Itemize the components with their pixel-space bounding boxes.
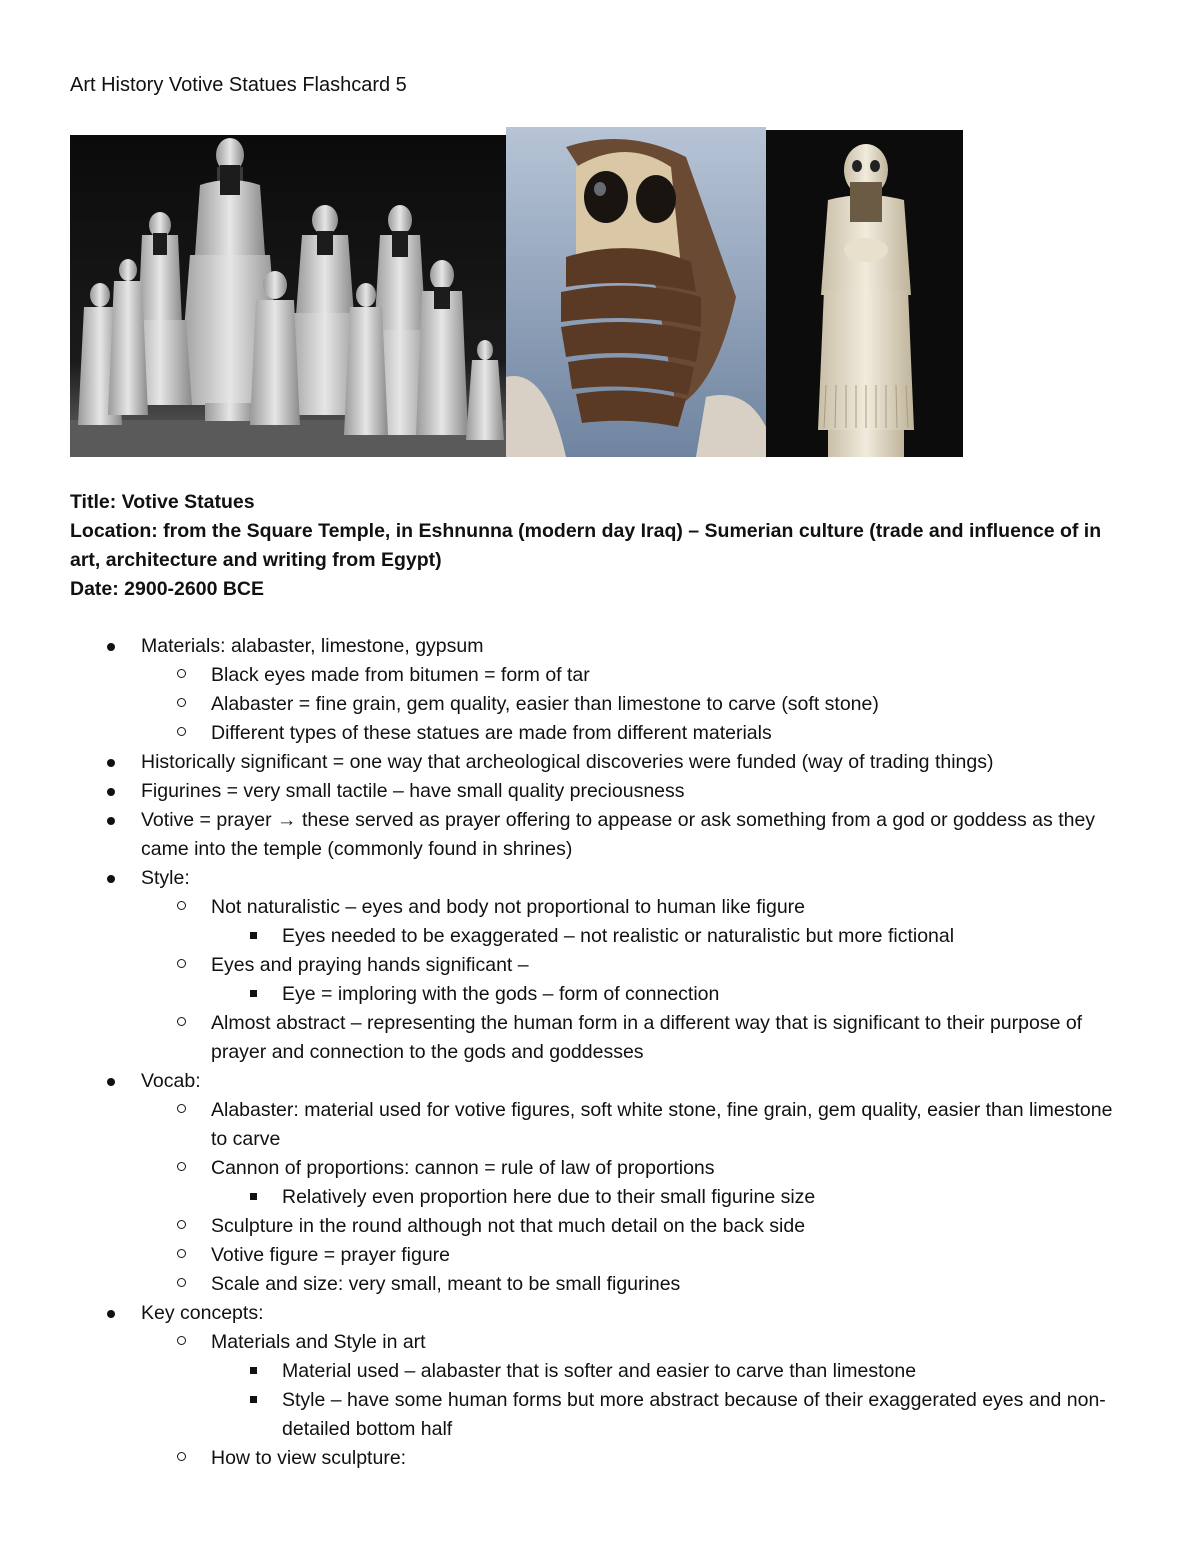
artwork-location: Location: from the Square Temple, in Eshnunna (modern day Iraq) – Sumerian culture (trade and influence of in art, architecture and writing from Egypt): [70, 520, 1102, 571]
square-bullet-icon: [250, 932, 257, 939]
hollow-circle-bullet-icon: [177, 1220, 186, 1229]
outline-item-text: Eyes needed to be exaggerated – not realistic or naturalistic but more fictional: [282, 925, 955, 947]
hollow-circle-bullet-icon: [177, 698, 186, 707]
filled-circle-bullet-icon: [107, 788, 115, 796]
page-title: Art History Votive Statues Flashcard 5: [70, 74, 407, 96]
hollow-circle-bullet-icon: [177, 1104, 186, 1113]
outline-item-text: Materials: alabaster, limestone, gypsum: [141, 635, 484, 657]
outline-item-level-2: [0, 1328, 1200, 1357]
outline-item-level-1: [0, 864, 1200, 893]
outline-item-text: Eye = imploring with the gods – form of connection: [282, 983, 720, 1005]
outline-item-text: Votive figure = prayer figure: [211, 1244, 451, 1266]
outline-item-text: Alabaster = fine grain, gem quality, easier than limestone to carve (soft stone): [211, 693, 879, 715]
square-bullet-icon: [250, 1367, 257, 1374]
outline-item-level-2: [0, 893, 1200, 922]
hollow-circle-bullet-icon: [177, 1452, 186, 1461]
hollow-circle-bullet-icon: [177, 1249, 186, 1258]
outline-item-text: Votive = prayer → these served as prayer offering to appease or ask something from a god or goddess as they came into the temple (commonly found in shrines): [141, 809, 1096, 860]
outline-item-level-2: [0, 1270, 1200, 1299]
outline-item-level-1: [0, 806, 1200, 864]
outline-item-text: Material used – alabaster that is softer and easier to carve than limestone: [282, 1360, 917, 1382]
statue-group-photo: [70, 135, 506, 457]
artwork-date: Date: 2900-2600 BCE: [70, 578, 265, 600]
outline-item-level-3: [0, 1357, 1200, 1386]
outline-item-level-2: [0, 719, 1200, 748]
hollow-circle-bullet-icon: [177, 1162, 186, 1171]
outline-item-text: Materials and Style in art: [211, 1331, 426, 1353]
outline-item-level-2: [0, 1096, 1200, 1154]
outline-item-level-2: [0, 951, 1200, 980]
statue-single-photo: [766, 130, 963, 457]
outline-item-level-3: [0, 1386, 1200, 1444]
outline-item-text: Almost abstract – representing the human form in a different way that is significant to their purpose of prayer and connection to the gods and goddesses: [211, 1012, 1083, 1063]
outline-item-text: Black eyes made from bitumen = form of tar: [211, 664, 590, 686]
square-bullet-icon: [250, 1396, 257, 1403]
hollow-circle-bullet-icon: [177, 669, 186, 678]
outline-item-text: Vocab:: [141, 1070, 201, 1092]
outline-item-level-3: [0, 980, 1200, 1009]
outline-item-text: Relatively even proportion here due to their small figurine size: [282, 1186, 816, 1208]
outline-item-text: Cannon of proportions: cannon = rule of law of proportions: [211, 1157, 715, 1179]
filled-circle-bullet-icon: [107, 875, 115, 883]
square-bullet-icon: [250, 1193, 257, 1200]
filled-circle-bullet-icon: [107, 643, 115, 651]
hollow-circle-bullet-icon: [177, 959, 186, 968]
outline-item-text: Eyes and praying hands significant –: [211, 954, 529, 976]
outline-item-text: Different types of these statues are made from different materials: [211, 722, 772, 744]
filled-circle-bullet-icon: [107, 759, 115, 767]
statue-head-photo: [506, 127, 766, 457]
outline-item-text: Alabaster: material used for votive figures, soft white stone, fine grain, gem quality, easier than limestone to carve: [211, 1099, 1113, 1150]
outline-item-text: Style:: [141, 867, 190, 889]
square-bullet-icon: [250, 990, 257, 997]
outline-item-level-1: [0, 1299, 1200, 1328]
filled-circle-bullet-icon: [107, 817, 115, 825]
outline-item-text: Historically significant = one way that archeological discoveries were funded (way of trading things): [141, 751, 994, 773]
hollow-circle-bullet-icon: [177, 1278, 186, 1287]
outline-item-text: Key concepts:: [141, 1302, 264, 1324]
outline-item-level-1: [0, 748, 1200, 777]
outline-item-text: Sculpture in the round although not that much detail on the back side: [211, 1215, 806, 1237]
outline-item-level-2: [0, 661, 1200, 690]
outline-item-level-3: [0, 1183, 1200, 1212]
outline-item-level-2: [0, 1009, 1200, 1067]
filled-circle-bullet-icon: [107, 1310, 115, 1318]
outline-item-text: How to view sculpture:: [211, 1447, 407, 1469]
filled-circle-bullet-icon: [107, 1078, 115, 1086]
notes-outline: [0, 632, 1200, 1473]
outline-item-level-2: [0, 1154, 1200, 1183]
hollow-circle-bullet-icon: [177, 1017, 186, 1026]
outline-item-text: Style – have some human forms but more abstract because of their exaggerated eyes and non-detailed bottom half: [282, 1389, 1106, 1440]
outline-item-text: Not naturalistic – eyes and body not proportional to human like figure: [211, 896, 806, 918]
outline-item-text: Figurines = very small tactile – have small quality preciousness: [141, 780, 685, 802]
outline-item-level-1: [0, 632, 1200, 661]
outline-item-text: Scale and size: very small, meant to be small figurines: [211, 1273, 681, 1295]
outline-item-level-2: [0, 1212, 1200, 1241]
artwork-metadata: [70, 488, 1130, 604]
hollow-circle-bullet-icon: [177, 727, 186, 736]
outline-item-level-1: [0, 1067, 1200, 1096]
hollow-circle-bullet-icon: [177, 901, 186, 910]
hollow-circle-bullet-icon: [177, 1336, 186, 1345]
outline-item-level-2: [0, 1241, 1200, 1270]
outline-item-level-3: [0, 922, 1200, 951]
outline-item-level-2: [0, 690, 1200, 719]
artwork-title: Title: Votive Statues: [70, 491, 255, 513]
outline-item-level-1: [0, 777, 1200, 806]
outline-item-level-2: [0, 1444, 1200, 1473]
